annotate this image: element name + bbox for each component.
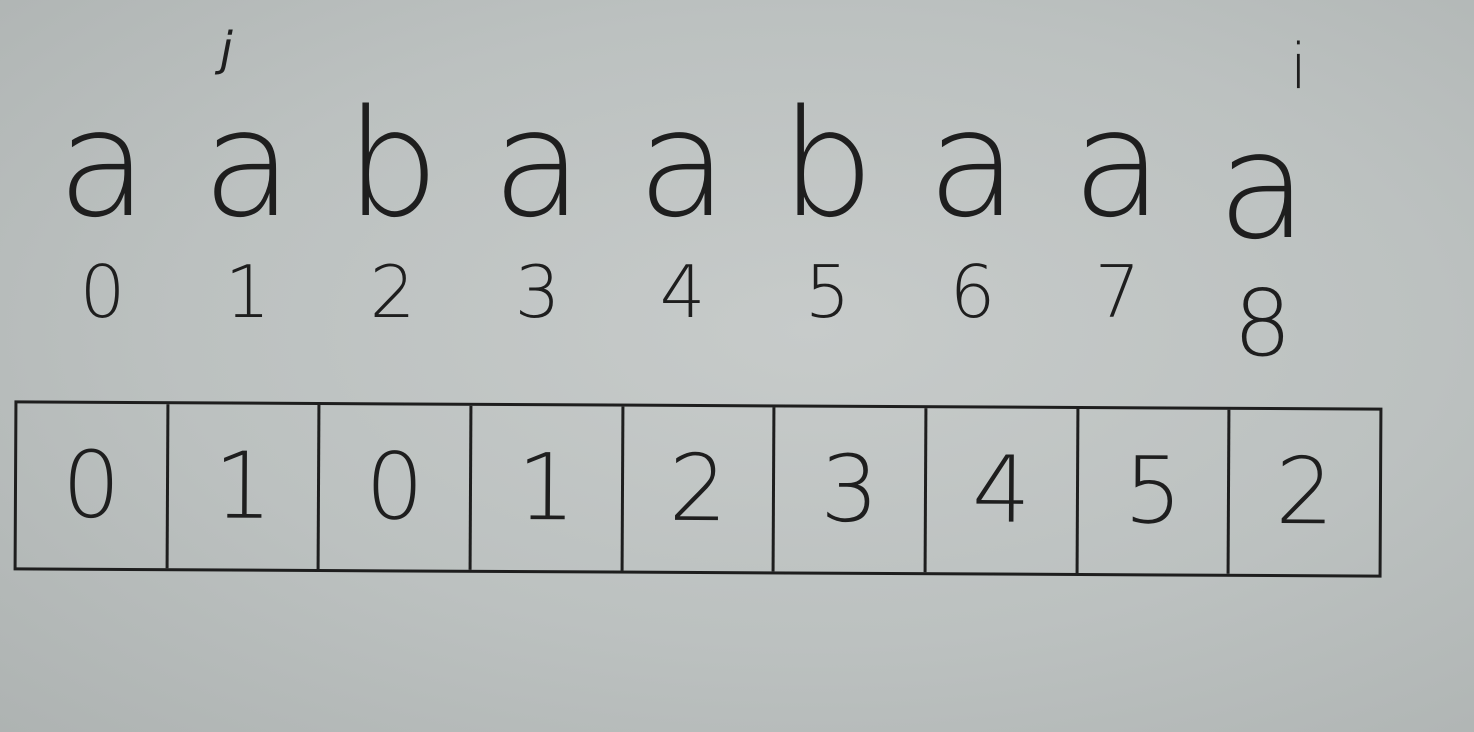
index-label: 3 xyxy=(514,250,561,334)
lps-cell: 0 xyxy=(17,403,170,568)
lps-cell: 5 xyxy=(1078,409,1231,574)
lps-cell: 1 xyxy=(168,404,321,569)
pattern-char: a xyxy=(57,78,148,250)
lps-array-table xyxy=(14,400,1383,577)
index-label: 0 xyxy=(79,250,126,334)
lps-cell: 1 xyxy=(472,406,625,571)
index-label: 2 xyxy=(369,250,416,334)
pattern-char: a xyxy=(492,78,583,250)
index-label: 7 xyxy=(1094,250,1141,334)
lps-cell: 0 xyxy=(320,405,473,570)
pattern-char: b xyxy=(345,78,440,250)
pattern-char: a xyxy=(1217,100,1308,272)
index-label: 8 xyxy=(1233,270,1292,377)
index-label: 4 xyxy=(659,250,706,334)
pattern-char: a xyxy=(927,78,1018,250)
index-label: 5 xyxy=(804,250,851,334)
index-label: 1 xyxy=(224,250,271,334)
lps-cell: 2 xyxy=(1275,438,1335,546)
pattern-char: a xyxy=(202,78,293,250)
pattern-characters-row xyxy=(30,78,1335,272)
pattern-char: a xyxy=(637,78,728,250)
lps-cell: 4 xyxy=(927,408,1080,573)
index-label: 6 xyxy=(949,250,996,334)
lps-cell: 3 xyxy=(775,407,928,572)
index-row xyxy=(30,250,1335,377)
lps-cell: 2 xyxy=(623,407,776,572)
pattern-char: b xyxy=(780,78,875,250)
pointer-j-label: j xyxy=(220,22,233,76)
pattern-char: a xyxy=(1072,78,1163,250)
pointer-i-label: i xyxy=(1290,30,1308,103)
